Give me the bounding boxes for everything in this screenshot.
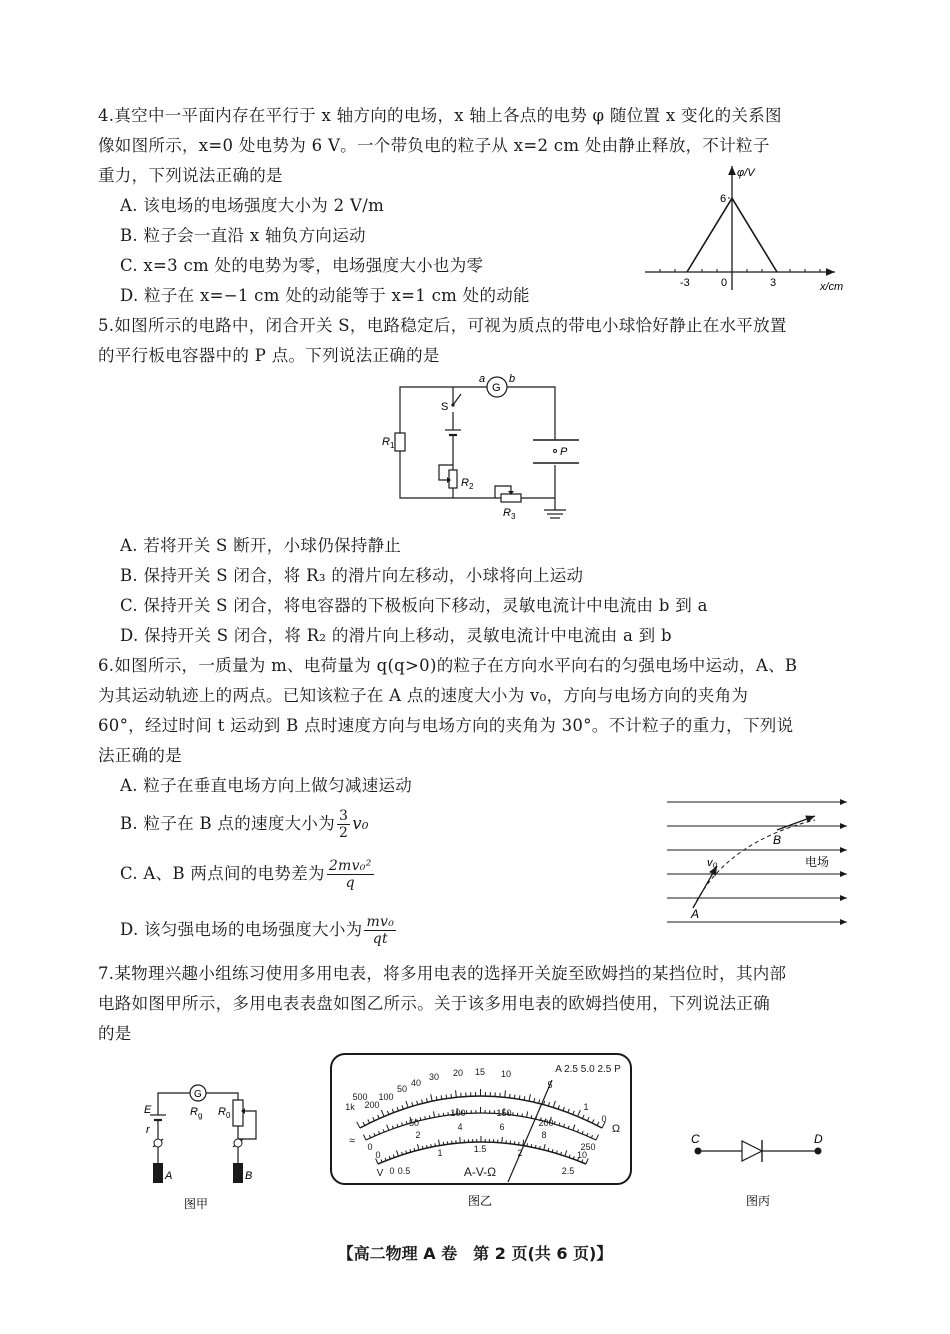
- q7-fig2-dc-tick: 150: [496, 1108, 512, 1118]
- q6-option-a: A. 粒子在垂直电场方向上做匀减速运动: [120, 776, 413, 795]
- q6-option-d-text: D. 该匀强电场的电场强度大小为: [120, 920, 363, 939]
- q7-fig2-ohm-tick: 30: [428, 1072, 440, 1082]
- q7-fig2-mid-tick: 2: [415, 1130, 421, 1140]
- q7-fig2-ohm-tick: 50: [396, 1084, 408, 1094]
- q4-stem-line1: 4.真空中一平面内存在平行于 x 轴方向的电场，x 轴上各点的电势 φ 随位置 x 变化的关系图: [98, 106, 782, 125]
- q7-dial-tick-mark: [514, 1095, 515, 1099]
- q7-fig2-low-tick: 1.5: [473, 1144, 487, 1154]
- q7-fig1-label-e: E: [144, 1104, 152, 1116]
- q7-fig2-ohm-tick: 1k: [345, 1102, 355, 1112]
- q6-stem-line3: 60°，经过时间 t 运动到 B 点时速度方向与电场方向的夹角为 30°。不计粒子的重力，下列说: [98, 716, 794, 735]
- q7-dial-tick-mark: [422, 1146, 423, 1149]
- q7-dial-tick-mark: [431, 1144, 432, 1147]
- q7-fig2-caption: 图乙: [468, 1194, 493, 1208]
- q5-label-r1-sub: 1: [390, 441, 395, 450]
- q7-fig2-mid-tick: 0: [375, 1150, 381, 1160]
- q7-fig2-v-label: V: [376, 1168, 384, 1179]
- q6-label-a: A: [691, 907, 700, 921]
- q7-fig2-ohm-tick: 200: [364, 1100, 380, 1110]
- q6-option-c-den: q: [345, 875, 355, 891]
- q7-fig2-low-tick: 2: [517, 1148, 523, 1158]
- q4-option-d: D. 粒子在 x=−1 cm 处的动能等于 x=1 cm 处的动能: [120, 286, 530, 305]
- q7-fig2-mid-tick: 10: [576, 1150, 588, 1160]
- q7-dial-tick-mark: [531, 1115, 532, 1118]
- q7-dial-tick-mark: [502, 1137, 503, 1143]
- q4-stem-line3: 重力，下列说法正确的是: [98, 166, 283, 185]
- q7-fig2-ohm-tick: 100: [378, 1092, 394, 1102]
- q4-peak-label: 6: [720, 193, 727, 205]
- q7-fig2-ohm-tick: 500: [352, 1092, 368, 1102]
- q7-fig2-ohm-tick: 10: [500, 1069, 512, 1079]
- q6-option-b-text: B. 粒子在 B 点的速度大小为: [120, 814, 336, 833]
- q4-potential-graph: [640, 160, 855, 295]
- q7-fig1-caption: 图甲: [184, 1197, 209, 1211]
- q4-ylabel: φ/V: [737, 167, 755, 179]
- q7-dial-tick-mark: [519, 1095, 520, 1099]
- q7-fig2-ohm-tick: 15: [474, 1067, 486, 1077]
- q7-fig3-diode: [688, 1125, 833, 1215]
- q5-label-r1: R: [382, 436, 390, 448]
- q7-fig2-dc-tick: 50: [408, 1118, 420, 1128]
- q7-dial-tick-mark: [535, 1145, 536, 1148]
- q7-dial-tick-mark: [540, 1146, 541, 1149]
- q7-fig2-ohm-tick: 1: [583, 1102, 589, 1112]
- q5-label-r3: R: [503, 507, 511, 519]
- q7-dial-tick-mark: [420, 1117, 421, 1120]
- q6-option-b-den: 2: [339, 825, 349, 841]
- q5-option-d: D. 保持开关 S 闭合，将 R₂ 的滑片向上移动，灵敏电流计中电流由 a 到 b: [120, 626, 672, 645]
- q6-stem-line2: 为其运动轨迹上的两点。已知该粒子在 A 点的速度大小为 v₀，方向与电场方向的夹角为: [98, 686, 749, 705]
- q7-dial-tick-mark: [531, 1144, 532, 1147]
- q4-tick-pos: 3: [770, 277, 777, 289]
- q7-stem-line1: 7.某物理兴趣小组练习使用多用电表，将多用电表的选择开关旋至欧姆挡的某挡位时，其内部: [98, 964, 787, 983]
- q6-option-d-num: mv₀: [366, 914, 395, 930]
- q7-dial-tick-mark: [510, 1094, 511, 1098]
- q7-stem-line2: 电路如图甲所示，多用电表表盘如图乙所示。关于该多用电表的欧姆挡使用，下列说法正确: [98, 994, 770, 1013]
- q6-velocity-b: [777, 816, 815, 830]
- q6-option-d: [120, 912, 398, 948]
- q5-label-b: b: [509, 373, 516, 385]
- q6-velocity-a: [693, 866, 717, 908]
- q7-fig2-mid-tick: 4: [457, 1122, 463, 1132]
- q7-fig2-mid-tick: 8: [541, 1130, 547, 1140]
- q4-option-a: A. 该电场的电场强度大小为 2 V/m: [120, 196, 385, 215]
- q5-option-b: B. 保持开关 S 闭合，将 R₃ 的滑片向左移动，小球将向上运动: [120, 566, 584, 585]
- q7-fig3-label-d: D: [814, 1132, 823, 1146]
- q7-fig2-center-label: A-V-Ω: [463, 1165, 497, 1179]
- q7-fig3-caption: 图丙: [746, 1194, 771, 1208]
- q7-fig2-ohm-tick: 40: [410, 1078, 422, 1088]
- q6-option-c-fraction: [327, 858, 374, 891]
- q5-label-p: P: [560, 446, 568, 458]
- q6-option-c-num: 2mv₀²: [328, 858, 372, 874]
- q7-fig1-label-rg: R: [190, 1106, 198, 1118]
- q7-fig1-label-g: G: [194, 1089, 202, 1100]
- q7-dial-tick-mark: [439, 1114, 440, 1117]
- q7-fig2-low-tick: 0.5: [397, 1166, 411, 1176]
- q5-label-r2-sub: 2: [469, 482, 474, 491]
- q7-fig2-meter-dial: [330, 1052, 635, 1212]
- q6-label-field: 电场: [805, 855, 830, 869]
- q6-option-b-unit: v₀: [352, 814, 369, 833]
- q7-dial-tick-mark: [427, 1145, 428, 1148]
- q6-option-b-fraction: [337, 808, 350, 841]
- q7-fig1-label-b: B: [245, 1170, 253, 1182]
- q4-option-b: B. 粒子会一直沿 x 轴负方向运动: [120, 226, 366, 245]
- q7-dial-tick-mark: [527, 1143, 528, 1146]
- q7-stem-line3: 的是: [98, 1024, 132, 1043]
- q7-fig1-label-r: r: [146, 1124, 150, 1136]
- q7-fig1-label-r0-sub: 0: [226, 1111, 231, 1120]
- q7-fig1-circuit: [138, 1055, 268, 1215]
- q7-fig2-dc-tick: 250: [580, 1142, 596, 1152]
- q4-option-c: C. x=3 cm 处的电势为零，电场强度大小也为零: [120, 256, 484, 275]
- q4-tick-zero: 0: [721, 277, 728, 289]
- q5-circuit-diagram: [375, 370, 585, 525]
- q5-stem-line1: 5.如图所示的电路中，闭合开关 S，电路稳定后，可视为质点的带电小球恰好静止在水平放置: [98, 316, 787, 335]
- q7-fig2-ohm-unit: Ω: [611, 1123, 621, 1135]
- q7-dial-tick-mark: [435, 1143, 436, 1146]
- page-footer: 【高二物理 A 卷 第 2 页(共 6 页)】: [337, 1244, 613, 1263]
- q7-fig2-ohm-tick: 20: [452, 1068, 464, 1078]
- q4-tick-neg: -3: [680, 277, 690, 289]
- q4-xlabel: x/cm: [820, 281, 844, 293]
- q6-option-c: [120, 856, 376, 892]
- q7-fig2-mid-tick: 6: [499, 1122, 505, 1132]
- q6-option-b: [120, 806, 369, 842]
- q7-fig2-ohm-tick: 5: [547, 1080, 553, 1090]
- q7-fig2-dc-tick: 100: [450, 1108, 466, 1118]
- q6-stem-line1: 6.如图所示，一质量为 m、电荷量为 q(q>0)的粒子在方向水平向右的匀强电场中运动，A、B: [98, 656, 798, 675]
- q7-fig2-ohm-tick: 0: [601, 1114, 607, 1124]
- q6-option-c-text: C. A、B 两点间的电势差为: [120, 864, 325, 883]
- q6-option-d-fraction: [364, 914, 396, 947]
- q7-dial-tick-mark: [441, 1095, 442, 1099]
- q5-label-r3-sub: 3: [511, 512, 516, 521]
- q7-fig1-label-rg-sub: g: [198, 1111, 203, 1120]
- q5-label-s: S: [441, 401, 449, 413]
- q6-label-v0: v₀: [707, 857, 718, 869]
- q7-dial-tick-mark: [425, 1116, 426, 1119]
- q7-fig2-dc-tick: 200: [538, 1118, 554, 1128]
- q6-option-d-den: qt: [372, 931, 388, 947]
- q7-fig3-label-c: C: [691, 1132, 700, 1146]
- q6-option-b-num: 3: [339, 808, 349, 824]
- q6-field-figure: [665, 790, 855, 930]
- q5-label-g: G: [492, 382, 501, 394]
- q7-fig2-low-tick: 2.5: [561, 1166, 575, 1176]
- q7-fig1-label-a: A: [165, 1170, 173, 1182]
- q7-dial-tick-mark: [451, 1094, 452, 1098]
- q5-label-a: a: [479, 373, 486, 385]
- q7-dial-tick-mark: [429, 1115, 430, 1118]
- q7-fig1-label-r0: R: [218, 1106, 226, 1118]
- q7-dial-tick-mark: [446, 1095, 447, 1099]
- q7-fig2-dc-tick: 0: [367, 1142, 373, 1152]
- q5-stem-line2: 的平行板电容器中的 P 点。下列说法正确的是: [98, 346, 440, 365]
- q7-fig2-low-tick: 1: [437, 1148, 443, 1158]
- q6-label-b: B: [773, 833, 782, 847]
- q5-option-c: C. 保持开关 S 闭合，将电容器的下极板向下移动，灵敏电流计中电流由 b 到 a: [120, 596, 708, 615]
- q5-option-a: A. 若将开关 S 断开，小球仍保持静止: [120, 536, 402, 555]
- q7-fig2-tilde: ≈: [348, 1135, 356, 1147]
- q7-fig2-low-tick: 0: [389, 1166, 395, 1176]
- q6-stem-line4: 法正确的是: [98, 746, 182, 765]
- q4-stem-line2: 像如图所示，x=0 处电势为 6 V。一个带负电的粒子从 x=2 cm 处由静止释放，不计粒子: [98, 136, 770, 155]
- q7-fig2-corner-label: A 2.5 5.0 2.5 P: [555, 1064, 621, 1075]
- q7-dial-tick-mark: [460, 1137, 461, 1143]
- q5-label-r2: R: [461, 477, 469, 489]
